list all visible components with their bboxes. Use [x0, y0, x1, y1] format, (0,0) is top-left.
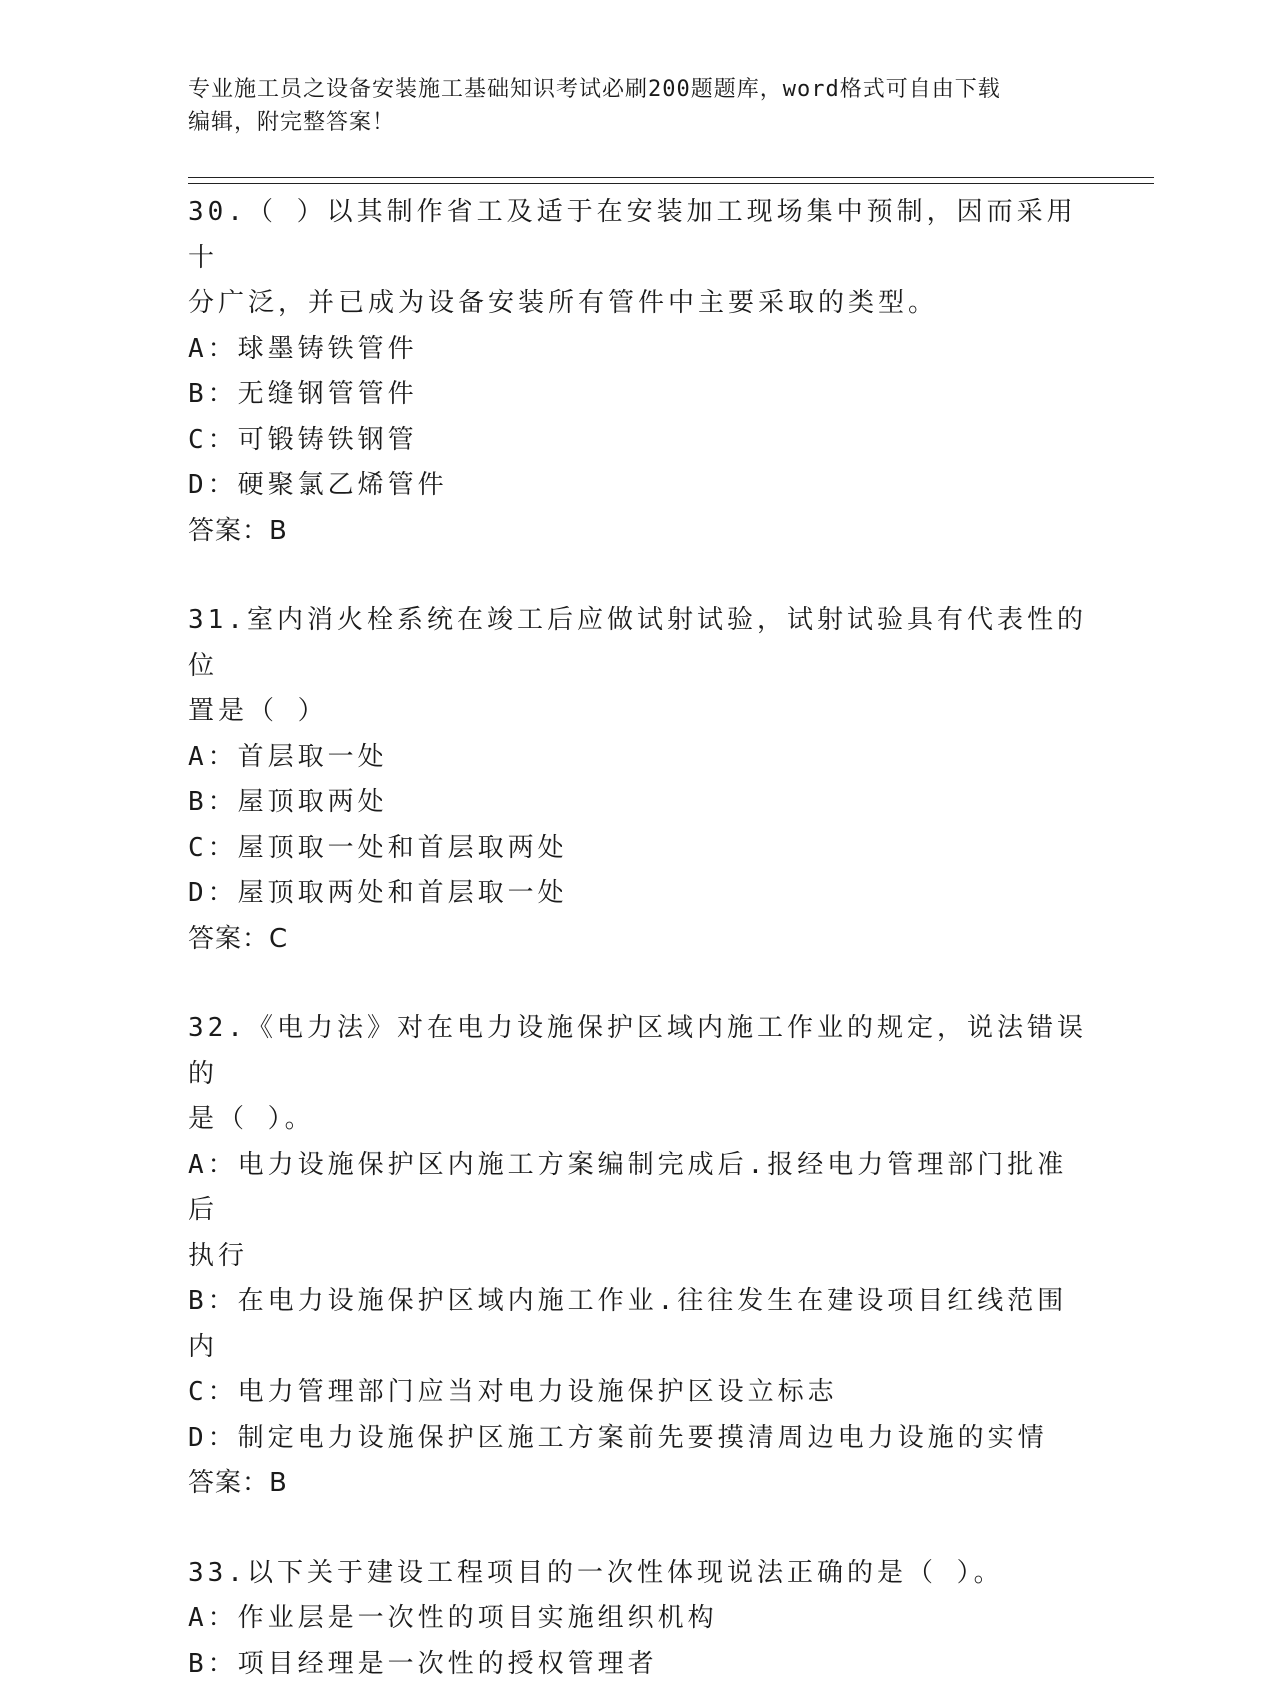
question-33 — [188, 1551, 1088, 1687]
option-d: D：屋顶取两处和首层取一处 — [188, 871, 1088, 917]
option-a: A：首层取一处 — [188, 735, 1088, 781]
option-a: A：作业层是一次性的项目实施组织机构 — [188, 1596, 1088, 1642]
option-b: B：在电力设施保护区域内施工作业.往往发生在建设项目红线范围内 — [188, 1279, 1088, 1370]
answer: 答案：C — [188, 917, 1088, 963]
option-b: B：屋顶取两处 — [188, 780, 1088, 826]
question-30 — [188, 190, 1088, 554]
question-32 — [188, 1006, 1088, 1507]
question-stem-line: 置是（ ） — [188, 689, 1088, 735]
question-stem-line: 32.《电力法》对在电力设施保护区域内施工作业的规定，说法错误的 — [188, 1006, 1088, 1097]
option-b: B：无缝钢管管件 — [188, 372, 1088, 418]
question-stem-line: 30.（ ）以其制作省工及适于在安装加工现场集中预制，因而采用十 — [188, 190, 1088, 281]
option-a: A：球墨铸铁管件 — [188, 327, 1088, 373]
question-31 — [188, 598, 1088, 962]
question-stem-line: 分广泛，并已成为设备安装所有管件中主要采取的类型。 — [188, 281, 1088, 327]
option-b: B：项目经理是一次性的授权管理者 — [188, 1642, 1088, 1687]
question-list — [188, 190, 1088, 1687]
option-a: A：电力设施保护区内施工方案编制完成后.报经电力管理部门批准后 — [188, 1143, 1088, 1234]
option-c: C：可锻铸铁钢管 — [188, 418, 1088, 464]
option-d: D：硬聚氯乙烯管件 — [188, 463, 1088, 509]
option-a-continuation: 执行 — [188, 1234, 1088, 1280]
option-d: D：制定电力设施保护区施工方案前先要摸清周边电力设施的实情 — [188, 1416, 1088, 1462]
header-line-1: 专业施工员之设备安装施工基础知识考试必刷200题题库，word格式可自由下载 — [188, 73, 1068, 106]
answer: 答案：B — [188, 509, 1088, 555]
option-c: C：电力管理部门应当对电力设施保护区设立标志 — [188, 1370, 1088, 1416]
header-line-2: 编辑，附完整答案！ — [188, 106, 1068, 139]
answer: 答案：B — [188, 1461, 1088, 1507]
question-stem-line: 是（ ）。 — [188, 1097, 1088, 1143]
question-stem-line: 31.室内消火栓系统在竣工后应做试射试验，试射试验具有代表性的位 — [188, 598, 1088, 689]
question-stem-line: 33.以下关于建设工程项目的一次性体现说法正确的是（ ）。 — [188, 1551, 1088, 1597]
document-header — [188, 73, 1068, 139]
option-c: C：屋顶取一处和首层取两处 — [188, 826, 1088, 872]
header-double-rule — [188, 177, 1154, 184]
